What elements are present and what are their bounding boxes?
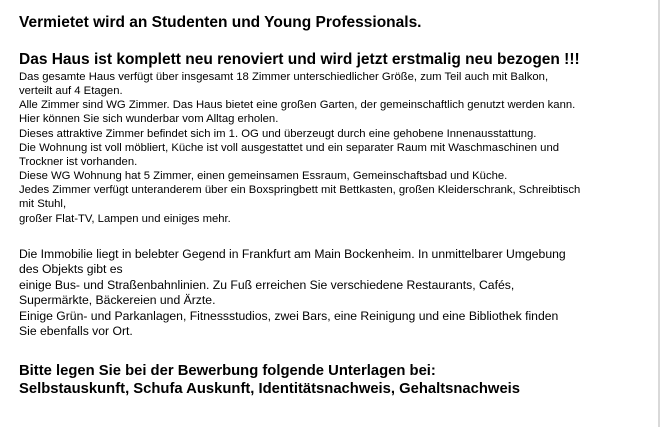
closing-documents-required: [19, 362, 520, 399]
paragraph-location: [19, 247, 566, 339]
text-line: Trockner ist vorhanden.: [19, 155, 138, 168]
heading-renovated: Das Haus ist komplett neu renoviert und wird jetzt erstmalig neu bezogen !!!: [19, 51, 580, 68]
text-line: Hier können Sie sich wunderbar vom Alltag erholen.: [19, 113, 279, 126]
paragraph-house-description: [19, 70, 580, 226]
closing-line: Selbstauskunft, Schufa Auskunft, Identitätsnachweis, Gehaltsnachweis: [19, 381, 521, 398]
text-line: einige Bus- und Straßenbahnlinien. Zu Fuß erreichen Sie verschiedene Restaurants, Cafés,: [19, 277, 515, 292]
text-line: Einige Grün- und Parkanlagen, Fitnessstudios, zwei Bars, eine Reinigung und eine Bibliothek finden: [19, 308, 559, 323]
text-line: großer Flat-TV, Lampen und einiges mehr.: [19, 212, 231, 225]
text-line: Die Immobilie liegt in belebter Gegend in Frankfurt am Main Bockenheim. In unmittelbarer Umgebung: [19, 247, 566, 261]
text-line: Diese WG Wohnung hat 5 Zimmer, einen gemeinsamen Essraum, Gemeinschaftsbad und Küche.: [19, 170, 508, 183]
text-line: mit Stuhl,: [19, 198, 67, 211]
text-line: verteilt auf 4 Etagen.: [19, 85, 123, 98]
text-line: Dieses attraktive Zimmer befindet sich im 1. OG und überzeugt durch eine gehobene Innenausstattung.: [19, 127, 537, 140]
text-line: Jedes Zimmer verfügt unteranderem über ein Boxspringbett mit Bettkasten, großen Kleiderschrank, Schreibtisch: [19, 184, 581, 197]
text-line: Alle Zimmer sind WG Zimmer. Das Haus bietet eine großen Garten, der gemeinschaftlich genutzt werden kann.: [19, 99, 576, 112]
text-line: Sie ebenfalls vor Ort.: [19, 324, 133, 339]
text-line: Die Wohnung ist voll möbliert, Küche ist voll ausgestattet und ein separater Raum mit Waschmaschinen und: [19, 141, 560, 154]
text-line: Das gesamte Haus verfügt über insgesamt 18 Zimmer unterschiedlicher Größe, zum Teil auch mit Balkon,: [19, 71, 549, 83]
closing-line: Bitte legen Sie bei der Bewerbung folgende Unterlagen bei:: [19, 363, 436, 379]
text-line: Supermärkte, Bäckereien und Ärzte.: [19, 293, 216, 308]
heading-target-group: Vermietet wird an Studenten und Young Professionals.: [19, 14, 422, 31]
text-line: des Objekts gibt es: [19, 262, 123, 277]
